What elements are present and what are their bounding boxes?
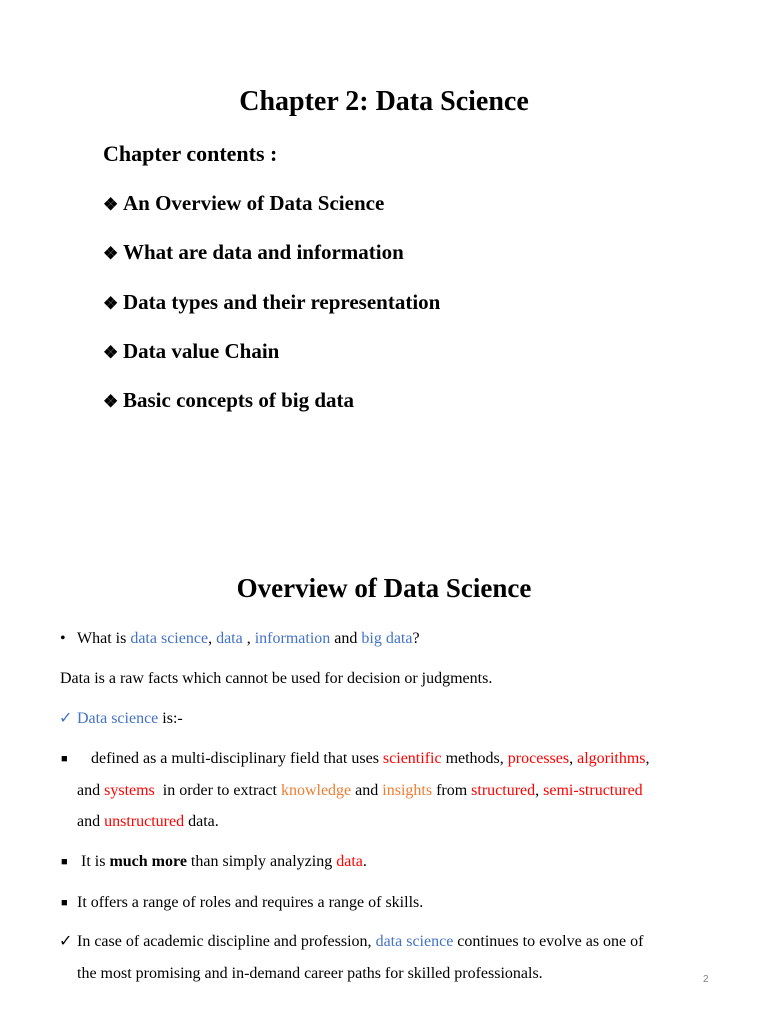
dot-bullet-icon: • bbox=[60, 630, 66, 647]
diamond-bullet-icon: ❖ bbox=[103, 294, 119, 313]
roles-line: It offers a range of roles and requires a range of skills. bbox=[77, 894, 424, 911]
term-big-data: big data bbox=[361, 630, 413, 647]
square-bullet-icon: ■ bbox=[61, 856, 68, 868]
definition-line-3: and unstructured data. bbox=[77, 813, 219, 830]
definition-line-1: defined as a multi-disciplinary field that uses scientific methods, processes, algorithms, bbox=[91, 750, 650, 767]
diamond-bullet-icon: ❖ bbox=[103, 392, 119, 411]
question-line: What is data science, data , information and big data? bbox=[77, 630, 420, 647]
data-science-is-line: Data science is:- bbox=[77, 710, 183, 727]
page-number: 2 bbox=[703, 974, 709, 985]
square-bullet-icon: ■ bbox=[61, 753, 68, 765]
chapter-title: Chapter 2: Data Science bbox=[239, 86, 529, 117]
toc-item-data-information: ❖ What are data and information bbox=[103, 238, 404, 268]
term-information: information bbox=[254, 630, 331, 647]
academic-line-2: the most promising and in-demand career paths for skilled professionals. bbox=[77, 965, 543, 982]
toc-item-big-data: ❖ Basic concepts of big data bbox=[103, 386, 354, 416]
academic-line-1: In case of academic discipline and profession, data science continues to evolve as one of bbox=[77, 933, 644, 950]
overview-title: Overview of Data Science bbox=[236, 573, 532, 603]
toc-item-overview: ❖ An Overview of Data Science bbox=[103, 189, 384, 219]
diamond-bullet-icon: ❖ bbox=[103, 244, 119, 263]
chapter-contents-label: Chapter contents : bbox=[103, 141, 278, 166]
check-icon: ✓ bbox=[59, 933, 73, 950]
toc-item-value-chain: ❖ Data value Chain bbox=[103, 337, 279, 367]
diamond-bullet-icon: ❖ bbox=[103, 195, 119, 214]
toc-item-data-types: ❖ Data types and their representation bbox=[103, 288, 440, 318]
raw-facts-line: Data is a raw facts which cannot be used for decision or judgments. bbox=[60, 670, 493, 687]
term-data: data bbox=[216, 630, 243, 647]
term-data-science: data science bbox=[130, 630, 209, 647]
check-icon: ✓ bbox=[59, 710, 73, 727]
definition-line-2: and systems in order to extract knowledge and insights from structured, semi-structured bbox=[77, 782, 643, 799]
square-bullet-icon: ■ bbox=[61, 897, 68, 909]
much-more-line: It is much more than simply analyzing data. bbox=[81, 853, 367, 870]
diamond-bullet-icon: ❖ bbox=[103, 343, 119, 362]
